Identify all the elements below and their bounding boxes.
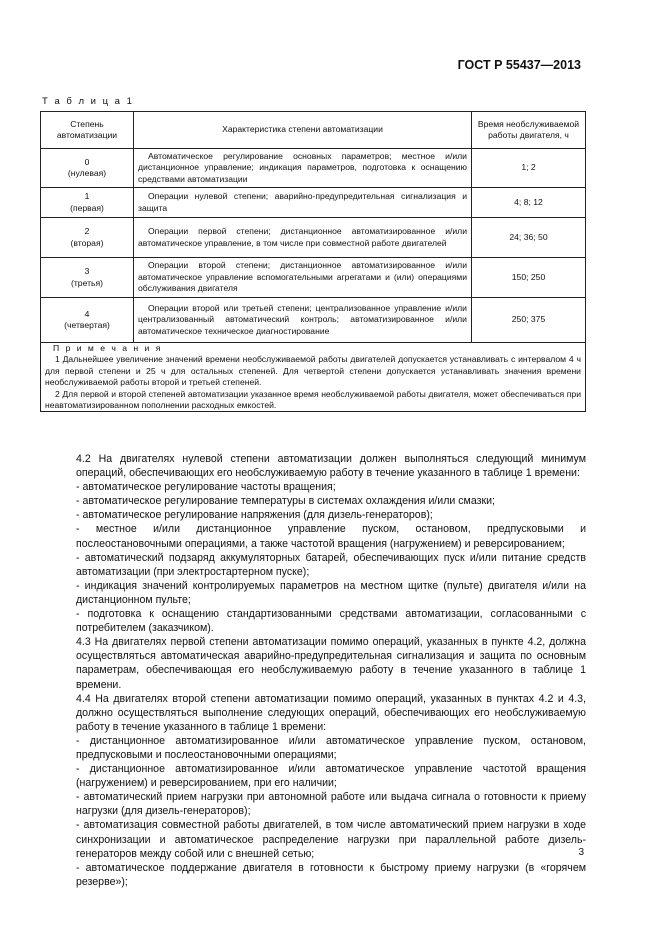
degree-name: (третья) <box>71 277 103 288</box>
notes-row <box>41 343 586 412</box>
table-row <box>41 188 586 218</box>
body-text <box>76 452 586 889</box>
time-cell: 4; 8; 12 <box>472 188 586 218</box>
degree-cell <box>41 218 134 258</box>
column-header-degree: Степень автоматизации <box>41 112 134 149</box>
column-header-characteristic: Характеристика степени автоматизации <box>134 112 472 149</box>
page-number: 3 <box>578 847 584 858</box>
degree-name: (нулевая) <box>67 168 107 178</box>
degree-number: 3 <box>84 266 90 277</box>
degree-cell <box>41 298 134 343</box>
list-item: - автоматическое поддержание двигателя в готовности к быстрому приему нагрузки (в «горячем резерве»); <box>76 861 586 888</box>
degree-number: 4 <box>84 308 90 319</box>
note-item: 1 Дальнейшее увеличение значений времени необслуживаемой работы двигателей допускается устанавливать с интервалом 4 ч для первой степени и 25 ч для остальных степеней. Для четвертой степени допускается устанавливать значения времени необслуживаемой работы второй и третьей степеней. <box>45 354 581 388</box>
table-caption: Т а б л и ц а 1 <box>42 96 134 107</box>
characteristic-cell: Автоматическое регулирование основных параметров; местное и/или дистанционное управление; индикация параметров, подготовка к оснащению средствами автоматизации <box>134 149 472 188</box>
table-row <box>41 258 586 298</box>
degree-name: (четвертая) <box>64 320 110 330</box>
degree-number: 2 <box>84 226 90 237</box>
characteristic-cell: Операции второй или третьей степени; централизованное управление и/или централизованный автоматический контроль; автоматизированное и/или автоматическое техническое диагностирование <box>134 298 472 343</box>
list-item: - местное и/или дистанционное управление пуском, остановом, предпусковыми и послеостановочными операциями, а также частотой вращения (нагружением) и реверсированием; <box>76 523 586 550</box>
list-item: - дистанционное автоматизированное и/или автоматическое управление частотой вращения (нагружением) и реверсированием, при его наличии; <box>76 763 586 790</box>
time-cell: 1; 2 <box>472 149 586 188</box>
list-item: - автоматическое регулирование частоты вращения; <box>76 481 336 494</box>
degree-name: (вторая) <box>70 237 104 248</box>
characteristic-cell: Операции первой степени; дистанционное автоматизированное и/или автоматическое управление, в том числе при совместной работе двигателей <box>134 218 472 258</box>
degree-number: 1 <box>84 191 90 202</box>
degree-cell <box>41 258 134 298</box>
list-item: - автоматический подзаряд аккумуляторных батарей, обеспечивающих пуск и/или питание средств автоматизации (при электростартерном пуске); <box>76 551 586 578</box>
time-cell: 24; 36; 50 <box>472 218 586 258</box>
note-item: 2 Для первой и второй степеней автоматизации указанное время необслуживаемой работы двигателя, может обеспечиваться при неавтоматизированном пополнении расходных емкостей. <box>45 388 581 411</box>
automation-degree-table <box>40 111 586 412</box>
list-item: - индикация значений контролируемых параметров на местном щитке (пульте) двигателя и/или на дистанционном пульте; <box>76 579 586 606</box>
paragraph-4-4: 4.4 На двигателях второй степени автоматизации помимо операций, указанных в пунктах 4.2 и 4.3, должно осуществляться выполнение следующих операций, обеспечивающих его необслуживаемую работу в течение указанного в таблице 1 времени: <box>76 692 586 733</box>
list-item: - автоматизация совместной работы двигателей, в том числе автоматический прием нагрузки в ходе синхронизации и автоматическое распределение нагрузки при параллельной работе дизель-генераторов между собой или с внешней сетью; <box>76 819 586 860</box>
document-code: ГОСТ Р 55437—2013 <box>457 58 581 72</box>
column-header-time: Время необслуживаемой работы двигателя, ч <box>472 112 586 149</box>
paragraph-4-3: 4.3 На двигателях первой степени автоматизации помимо операций, указанных в пункте 4.2, должна осуществляться автоматическая аварийно-предупредительная сигнализация и защита по основным параметрам, обеспечивающая его необслуживаемую работу в течение указанного в таблице 1 времени. <box>76 636 586 691</box>
time-cell: 150; 250 <box>472 258 586 298</box>
characteristic-cell: Операции второй степени; дистанционное автоматизированное и/или автоматическое управление вспомогательными агрегатами и (или) операциями обслуживания двигателя <box>134 258 472 298</box>
list-item: - подготовка к оснащению стандартизованными средствами автоматизации, согласованными с потребителем (заказчиком). <box>76 608 586 635</box>
list-item: - автоматический прием нагрузки при автономной работе или выдача сигнала о готовности к приему нагрузки (для дизель-генераторов); <box>76 791 586 818</box>
degree-cell <box>41 149 134 188</box>
table-row <box>41 149 586 188</box>
table-row <box>41 218 586 258</box>
list-item: - автоматическое регулирование напряжения (для дизель-генераторов); <box>76 509 433 522</box>
degree-number: 0 <box>84 156 90 167</box>
table-header-row <box>41 112 586 149</box>
list-item: - автоматическое регулирование температуры в системах охлаждения и/или смазки; <box>76 495 495 508</box>
notes-title: П р и м е ч а н и я <box>53 343 163 353</box>
table-row <box>41 298 586 343</box>
characteristic-cell: Операции нулевой степени; аварийно-предупредительная сигнализация и защита <box>134 188 472 218</box>
degree-cell <box>41 188 134 218</box>
list-item: - дистанционное автоматизированное и/или автоматическое управление пуском, остановом, предпусковыми и послеостановочными операциями; <box>76 734 586 761</box>
paragraph-4-2: 4.2 На двигателях нулевой степени автоматизации должен выполняться следующий минимум операций, обеспечивающих его необслуживаемую работу в течение указанного в таблице 1 времени: <box>76 453 586 480</box>
time-cell: 250; 375 <box>472 298 586 343</box>
degree-name: (первая) <box>70 202 104 213</box>
notes-cell <box>41 343 586 412</box>
